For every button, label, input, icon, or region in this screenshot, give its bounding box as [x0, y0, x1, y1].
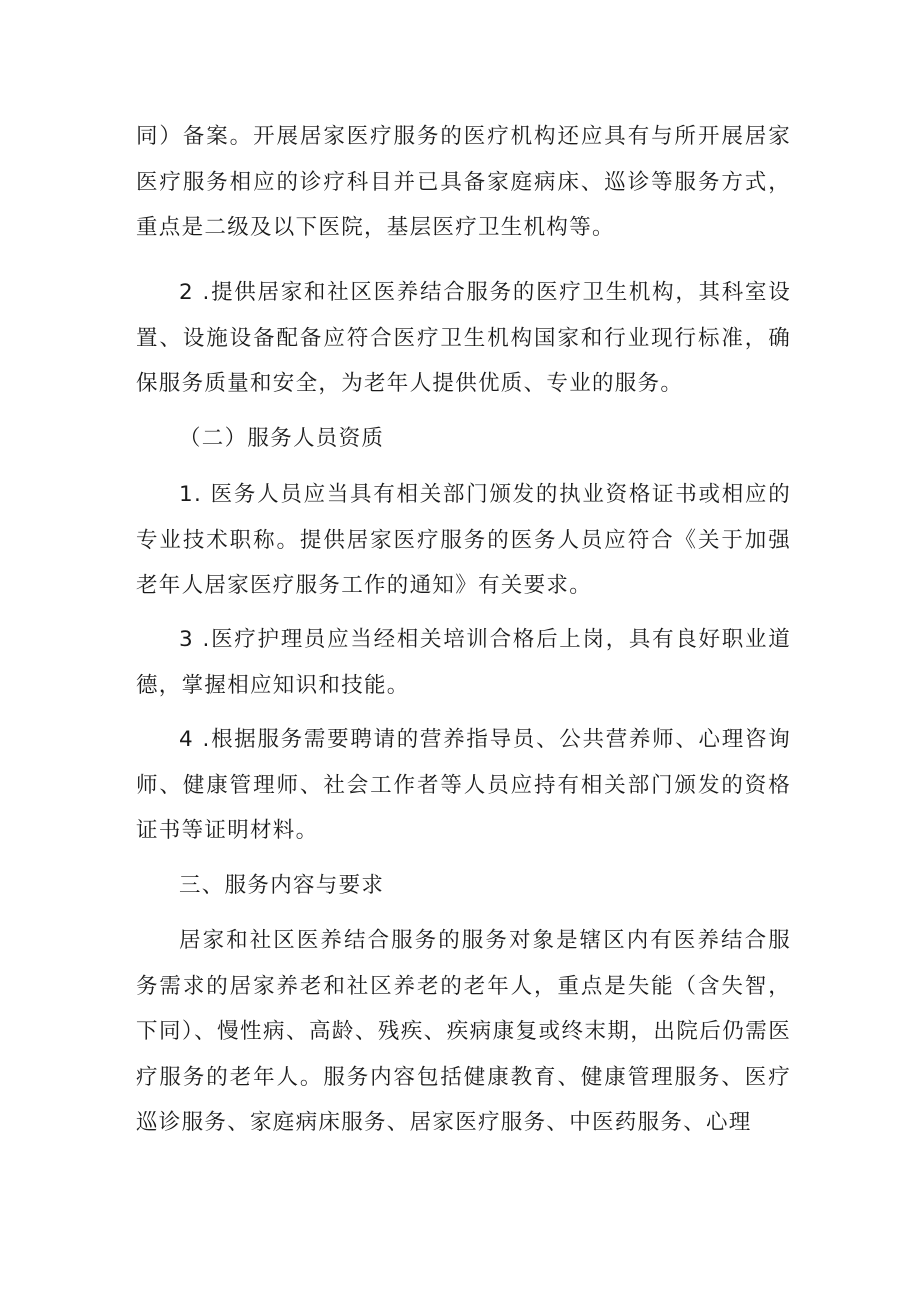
paragraph-body: 居家和社区医养结合服务的服务对象是辖区内有医养结合服务需求的居家养老和社区养老的老年人，重点是失能（含失智，下同）、慢性病、高龄、残疾、疾病康复或终末期，出院后仍需医疗服务的老年人。服务内容包括健康教育、健康管理服务、医疗巡诊服务、家庭病床服务、居家医疗服务、中医药服务、心理	[136, 928, 791, 1135]
paragraph-item-2: 2 .提供居家和社区医养结合服务的医疗卫生机构，其科室设置、设施设备配备应符合医疗卫生机构国家和行业现行标准，确保服务质量和安全，为老年人提供优质、专业的服务。	[136, 280, 791, 396]
paragraph-continuation: 同）备案。开展居家医疗服务的医疗机构还应具有与所开展居家医疗服务相应的诊疗科目并已具备家庭病床、巡诊等服务方式，重点是二级及以下医院，基层医疗卫生机构等。	[136, 124, 791, 240]
section-heading-3: 三、服务内容与要求	[179, 873, 385, 898]
paragraph-item-1: 1. 医务人员应当具有相关部门颁发的执业资格证书或相应的专业技术职称。提供居家医疗服务的医务人员应符合《关于加强老年人居家医疗服务工作的通知》有关要求。	[136, 482, 791, 598]
paragraph-item-4: 4 .根据服务需要聘请的营养指导员、公共营养师、心理咨询师、健康管理师、社会工作者等人员应持有相关部门颁发的资格证书等证明材料。	[136, 727, 791, 843]
paragraph-item-3: 3 .医疗护理员应当经相关培训合格后上岗，具有良好职业道德，掌握相应知识和技能。	[136, 627, 791, 698]
subheading-staff-qualifications: （二）服务人员资质	[179, 426, 385, 451]
